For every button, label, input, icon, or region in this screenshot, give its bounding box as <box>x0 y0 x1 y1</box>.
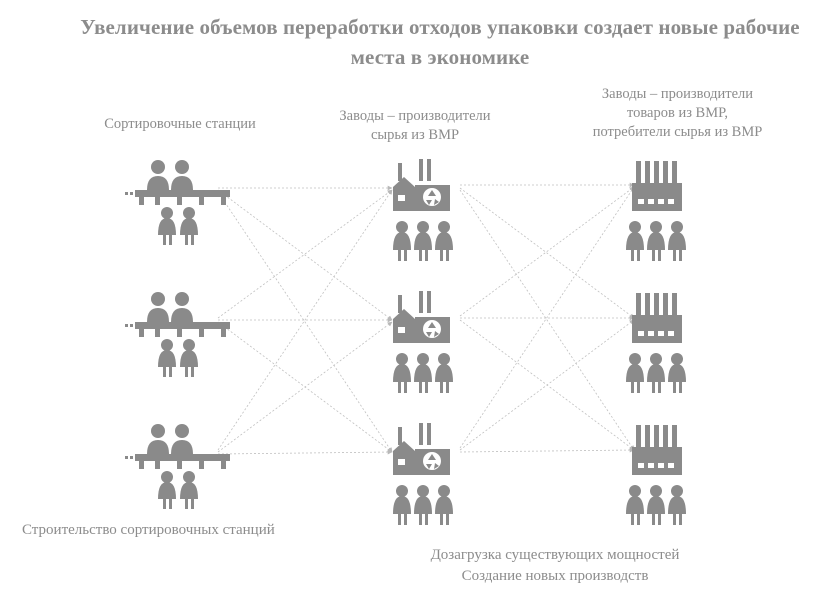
footnote-right-line2: Создание новых производств <box>461 568 649 584</box>
column-label-goods-line1: Заводы – производители <box>601 86 754 102</box>
page-title: Увеличение объемов переработки отходов упаковки создает новые рабочие места в экономике <box>80 15 800 69</box>
goods-plant-node[interactable] <box>622 287 752 397</box>
column-label-raw-line2: сырья из ВМР <box>370 127 460 143</box>
column-label-sorting-text: Сортировочные станции <box>104 116 256 132</box>
raw-material-plant-node[interactable] <box>385 155 515 265</box>
footnote-left: Строительство сортировочных станций <box>22 522 275 538</box>
sorting-station-node[interactable] <box>125 287 255 397</box>
recycling-plant-icon <box>385 287 485 397</box>
sorting-station-icon <box>125 155 255 265</box>
raw-material-plant-node[interactable] <box>385 419 515 529</box>
column-label-raw-line1: Заводы – производители <box>339 108 491 124</box>
column-label-goods-line2: товаров из ВМР, <box>626 105 728 121</box>
column-label-goods-line3: потребители сырья из ВМР <box>592 124 763 140</box>
recycling-plant-icon <box>385 419 485 529</box>
raw-material-plant-node[interactable] <box>385 287 515 397</box>
goods-plant-node[interactable] <box>622 419 752 529</box>
sorting-station-node[interactable] <box>125 155 255 265</box>
recycling-plant-icon <box>385 155 485 265</box>
factory-icon <box>622 287 722 397</box>
sorting-station-icon <box>125 419 255 529</box>
sorting-station-node[interactable] <box>125 419 255 529</box>
footnote-right <box>355 545 755 587</box>
footnote-right-line1: Дозагрузка существующих мощностей <box>430 547 680 563</box>
sorting-station-icon <box>125 287 255 397</box>
factory-icon <box>622 419 722 529</box>
factory-icon <box>622 155 722 265</box>
goods-plant-node[interactable] <box>622 155 752 265</box>
